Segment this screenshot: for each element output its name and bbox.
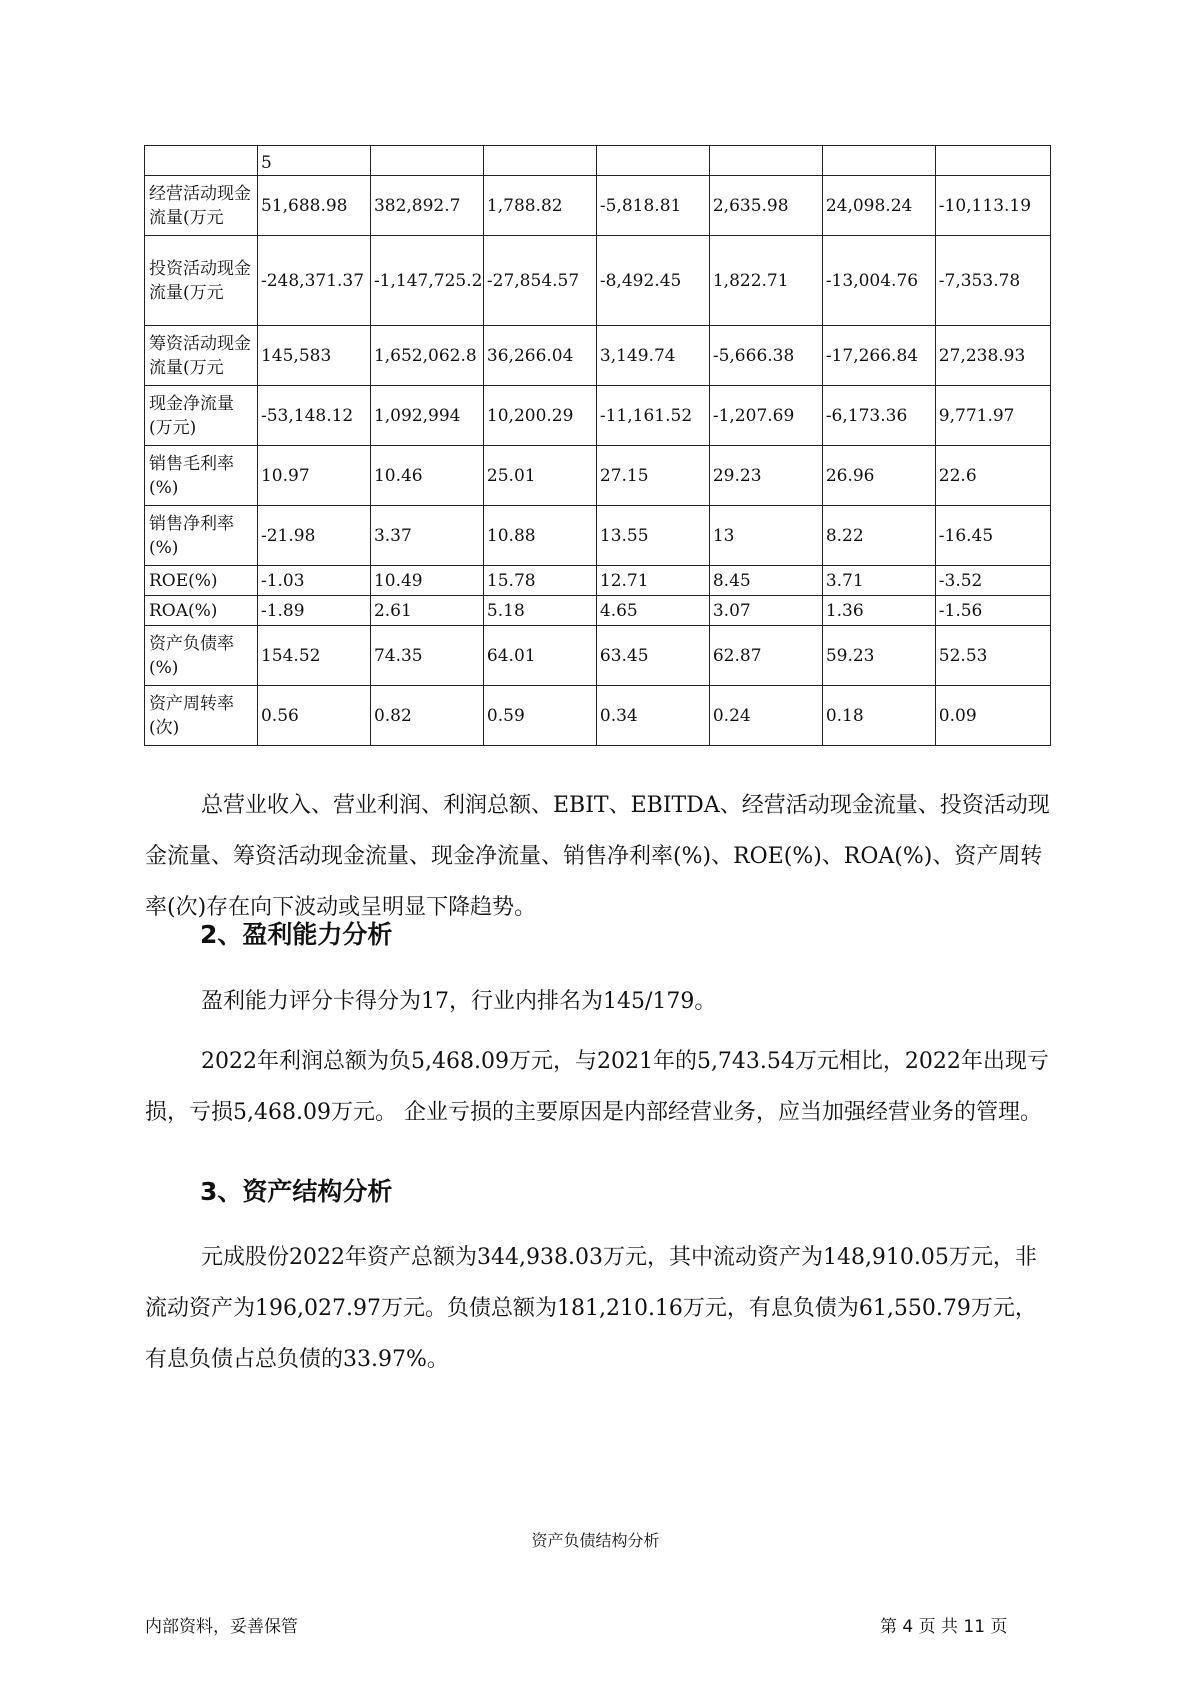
financial-indicators-table <box>144 145 1051 746</box>
table-cell: 1,092,994 <box>370 386 483 446</box>
table-cell: 24,098.24 <box>822 176 935 236</box>
row-label: 投资活动现金流量(万元 <box>145 236 258 326</box>
table-row <box>145 176 1051 236</box>
table-row <box>145 506 1051 566</box>
row-label: 销售净利率(%) <box>145 506 258 566</box>
table-row <box>145 446 1051 506</box>
table-row <box>145 236 1051 326</box>
table-cell: 25.01 <box>483 446 596 506</box>
table-cell: -27,854.57 <box>483 236 596 326</box>
table-row <box>145 386 1051 446</box>
table-cell: 10.46 <box>370 446 483 506</box>
table-cell: -11,161.52 <box>596 386 709 446</box>
table-cell: 29.23 <box>709 446 822 506</box>
table-cell: 10.49 <box>370 566 483 596</box>
profit-loss-paragraph: 2022年利润总额为负5,468.09万元，与2021年的5,743.54万元相比，2022年出现亏损，亏损5,468.09万元。 企业亏损的主要原因是内部经营业务，应当加强经营业务的管理。 <box>145 1049 1049 1125</box>
table-cell: 0.82 <box>370 686 483 746</box>
table-cell <box>822 146 935 176</box>
table-cell: -21.98 <box>257 506 370 566</box>
table-cell: 2,635.98 <box>709 176 822 236</box>
figure-caption: 资产负债结构分析 <box>531 1531 660 1550</box>
row-label: ROE(%) <box>145 566 258 596</box>
table-cell: 27.15 <box>596 446 709 506</box>
table-cell: 1,822.71 <box>709 236 822 326</box>
table-cell: -248,371.37 <box>257 236 370 326</box>
section-heading-profitability: 2、盈利能力分析 <box>200 920 393 949</box>
table-cell: -5,818.81 <box>596 176 709 236</box>
table-cell: 51,688.98 <box>257 176 370 236</box>
asset-structure-paragraph: 元成股份2022年资产总额为344,938.03万元，其中流动资产为148,910.05万元，非流动资产为196,027.97万元。负债总额为181,210.16万元，有息负债为61,550.79万元，有息负债占总负债的33.97%。 <box>145 1245 1037 1372</box>
table-cell: 10.97 <box>257 446 370 506</box>
table-cell: 64.01 <box>483 626 596 686</box>
profitability-score-paragraph: 盈利能力评分卡得分为17，行业内排名为145/179。 <box>201 989 717 1014</box>
table-cell: 10,200.29 <box>483 386 596 446</box>
row-label: 筹资活动现金流量(万元 <box>145 326 258 386</box>
table-cell: 0.56 <box>257 686 370 746</box>
table-cell: -1,207.69 <box>709 386 822 446</box>
table-cell: 3,149.74 <box>596 326 709 386</box>
table-cell: 2.61 <box>370 596 483 626</box>
table-cell: -17,266.84 <box>822 326 935 386</box>
table-cell: 382,892.7 <box>370 176 483 236</box>
table-cell: 26.96 <box>822 446 935 506</box>
table-cell: 13 <box>709 506 822 566</box>
table-cell: 8.45 <box>709 566 822 596</box>
table-cell: 15.78 <box>483 566 596 596</box>
table-cell <box>370 146 483 176</box>
table-cell: 62.87 <box>709 626 822 686</box>
table-cell: 0.18 <box>822 686 935 746</box>
table-cell: 36,266.04 <box>483 326 596 386</box>
row-label: 资产周转率(次) <box>145 686 258 746</box>
row-label: 资产负债率(%) <box>145 626 258 686</box>
table-cell: 59.23 <box>822 626 935 686</box>
table-cell: 10.88 <box>483 506 596 566</box>
table-row <box>145 686 1051 746</box>
table-cell: -53,148.12 <box>257 386 370 446</box>
table-cell: 0.34 <box>596 686 709 746</box>
table-cell: -16.45 <box>935 506 1050 566</box>
table-cell <box>709 146 822 176</box>
table-cell: 0.59 <box>483 686 596 746</box>
table-cell: 12.71 <box>596 566 709 596</box>
table-cell: 63.45 <box>596 626 709 686</box>
row-label <box>145 146 258 176</box>
row-label: ROA(%) <box>145 596 258 626</box>
table-cell: 1,652,062.8 <box>370 326 483 386</box>
footer-confidential-note: 内部资料，妥善保管 <box>145 1617 298 1637</box>
table-cell: 1.36 <box>822 596 935 626</box>
table-cell: -5,666.38 <box>709 326 822 386</box>
table-cell: 154.52 <box>257 626 370 686</box>
table-row <box>145 626 1051 686</box>
table-cell: 1,788.82 <box>483 176 596 236</box>
table-cell <box>935 146 1050 176</box>
section-heading-asset-structure: 3、资产结构分析 <box>200 1177 393 1206</box>
table-cell: 22.6 <box>935 446 1050 506</box>
table-cell: 8.22 <box>822 506 935 566</box>
row-label: 销售毛利率(%) <box>145 446 258 506</box>
row-label: 经营活动现金流量(万元 <box>145 176 258 236</box>
table-cell: -1.03 <box>257 566 370 596</box>
table-row <box>145 326 1051 386</box>
row-label: 现金净流量(万元) <box>145 386 258 446</box>
table-cell: 3.07 <box>709 596 822 626</box>
table-cell: 13.55 <box>596 506 709 566</box>
table-cell: 5 <box>257 146 370 176</box>
table-cell <box>596 146 709 176</box>
table-cell: 0.09 <box>935 686 1050 746</box>
table-cell: 52.53 <box>935 626 1050 686</box>
table-cell: 3.71 <box>822 566 935 596</box>
table-cell: -3.52 <box>935 566 1050 596</box>
table-cell: -1,147,725.2 <box>370 236 483 326</box>
table-row <box>145 146 1051 176</box>
table-cell: 5.18 <box>483 596 596 626</box>
table-cell: -1.56 <box>935 596 1050 626</box>
trend-summary-paragraph: 总营业收入、营业利润、利润总额、EBIT、EBITDA、经营活动现金流量、投资活动现金流量、筹资活动现金流量、现金净流量、销售净利率(%)、ROE(%)、ROA(%)、资产周转率(次)存在向下波动或呈明显下降趋势。 <box>145 793 1050 920</box>
table-cell: 74.35 <box>370 626 483 686</box>
table-cell: 3.37 <box>370 506 483 566</box>
table-cell: -13,004.76 <box>822 236 935 326</box>
table-row <box>145 596 1051 626</box>
table-cell: -10,113.19 <box>935 176 1050 236</box>
table-cell: -1.89 <box>257 596 370 626</box>
table-cell: 145,583 <box>257 326 370 386</box>
table-cell: 27,238.93 <box>935 326 1050 386</box>
table-cell <box>483 146 596 176</box>
footer-page-number: 第 4 页 共 11 页 <box>880 1617 1008 1637</box>
table-cell: 4.65 <box>596 596 709 626</box>
table-cell: 9,771.97 <box>935 386 1050 446</box>
table-cell: -6,173.36 <box>822 386 935 446</box>
table-row <box>145 566 1051 596</box>
table-cell: -7,353.78 <box>935 236 1050 326</box>
table-cell: -8,492.45 <box>596 236 709 326</box>
table-cell: 0.24 <box>709 686 822 746</box>
